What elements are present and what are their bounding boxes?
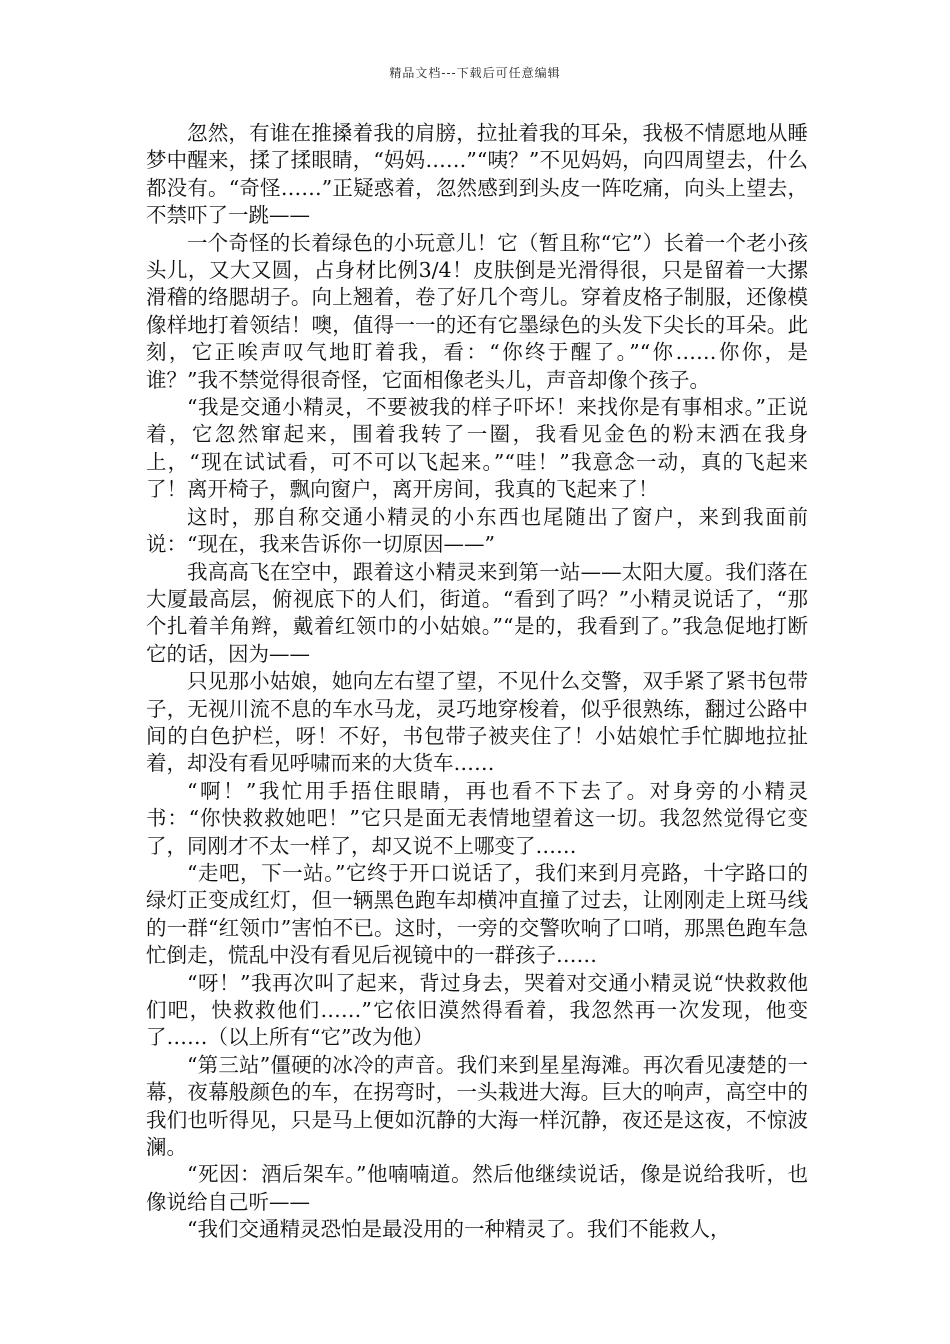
paragraph-7: “啊！”我忙用手捂住眼睛，再也看不下去了。对身旁的小精灵书：“你快救救她吧！”它只是面无表情地望着这一切。我忽然觉得它变了，同刚才不太一样了，却又说不上哪变了……: [146, 778, 808, 858]
paragraph-5: 我高高飞在空中，跟着这小精灵来到第一站——太阳大厦。我们落在大厦最高层，俯视底下的人们，街道。“看到了吗？”小精灵说话了，“那个扎着羊角辫，戴着红领巾的小姑娘。”“是的，我看到了。”我急促地打断它的话，因为——: [146, 559, 808, 666]
paragraph-6: 只见那小姑娘，她向左右望了望，不见什么交警，双手紧了紧书包带子，无视川流不息的车水马龙，灵巧地穿梭着，似乎很熟练，翻过公路中间的白色护栏，呀！不好，书包带子被夹住了！小姑娘忙手忙脚地拉扯着，却没有看见呼啸而来的大货车……: [146, 669, 808, 776]
paragraph-10: “第三站”僵硬的冰冷的声音。我们来到星星海滩。再次看见凄楚的一幕，夜幕般颜色的车，在拐弯时，一头栽进大海。巨大的响声，高空中的我们也听得见，只是马上便如沉静的大海一样沉静，夜还是这夜，不惊波澜。: [146, 1052, 808, 1160]
paragraph-8: “走吧，下一站。”它终于开口说话了，我们来到月亮路，十字路口的绿灯正变成红灯，但一辆黑色跑车却横冲直撞了过去，让刚刚走上斑马线的一群“红领巾”害怕不已。这时，一旁的交警吹响了口哨，那黑色跑车急忙倒走，慌乱中没有看见后视镜中的一群孩子……: [146, 860, 808, 968]
paragraph-2: 一个奇怪的长着绿色的小玩意儿！它（暂且称“它”）长着一个老小孩头儿，又大又圆，占身材比例3/4！皮肤倒是光滑得很，只是留着一大摞滑稽的络腮胡子。向上翘着，卷了好几个弯儿。穿着皮格子制服，还像模像样地打着领结！噢，值得一一的还有它墨绿色的头发下尖长的耳朵。此刻，它正唉声叹气地盯着我，看：“你终于醒了。”“你……你你，是谁？”我不禁觉得很奇怪，它面相像老头儿，声音却像个孩子。: [146, 230, 808, 392]
paragraph-9: “呀！”我再次叫了起来，背过身去，哭着对交通小精灵说“快救救他们吧，快救救他们……”它依旧漠然得看着，我忽然再一次发现，他变了……（以上所有“它”改为他）: [146, 970, 808, 1050]
paragraph-4: 这时，那自称交通小精灵的小东西也尾随出了窗户，来到我面前说：“现在，我来告诉你一切原因——”: [146, 504, 808, 557]
page-header: 精品文档---下载后可任意编辑: [389, 66, 561, 80]
document-body: [146, 120, 808, 1244]
paragraph-11: “死因：酒后架车。”他喃喃道。然后他继续说话，像是说给我听，也像说给自己听——: [146, 1162, 808, 1214]
paragraph-3: “我是交通小精灵，不要被我的样子吓坏！来找你是有事相求。”正说着，它忽然窜起来，围着我转了一圈，我看见金色的粉末洒在我身上，“现在试试看，可不可以飞起来。”“哇！”我意念一动，真的飞起来了！离开椅子，飘向窗户，离开房间，我真的飞起来了！: [146, 395, 808, 502]
paragraph-12: “我们交通精灵恐怕是最没用的一种精灵了。我们不能救人，: [187, 1217, 731, 1242]
paragraph-1: 忽然，有谁在推搡着我的肩膀，拉扯着我的耳朵，我极不情愿地从睡梦中醒来，揉了揉眼睛，“妈妈……”“咦？”不见妈妈，向四周望去，什么都没有。“奇怪……”正疑惑着，忽然感到到头皮一阵吃痛，向头上望去，不禁吓了一跳——: [146, 121, 808, 228]
